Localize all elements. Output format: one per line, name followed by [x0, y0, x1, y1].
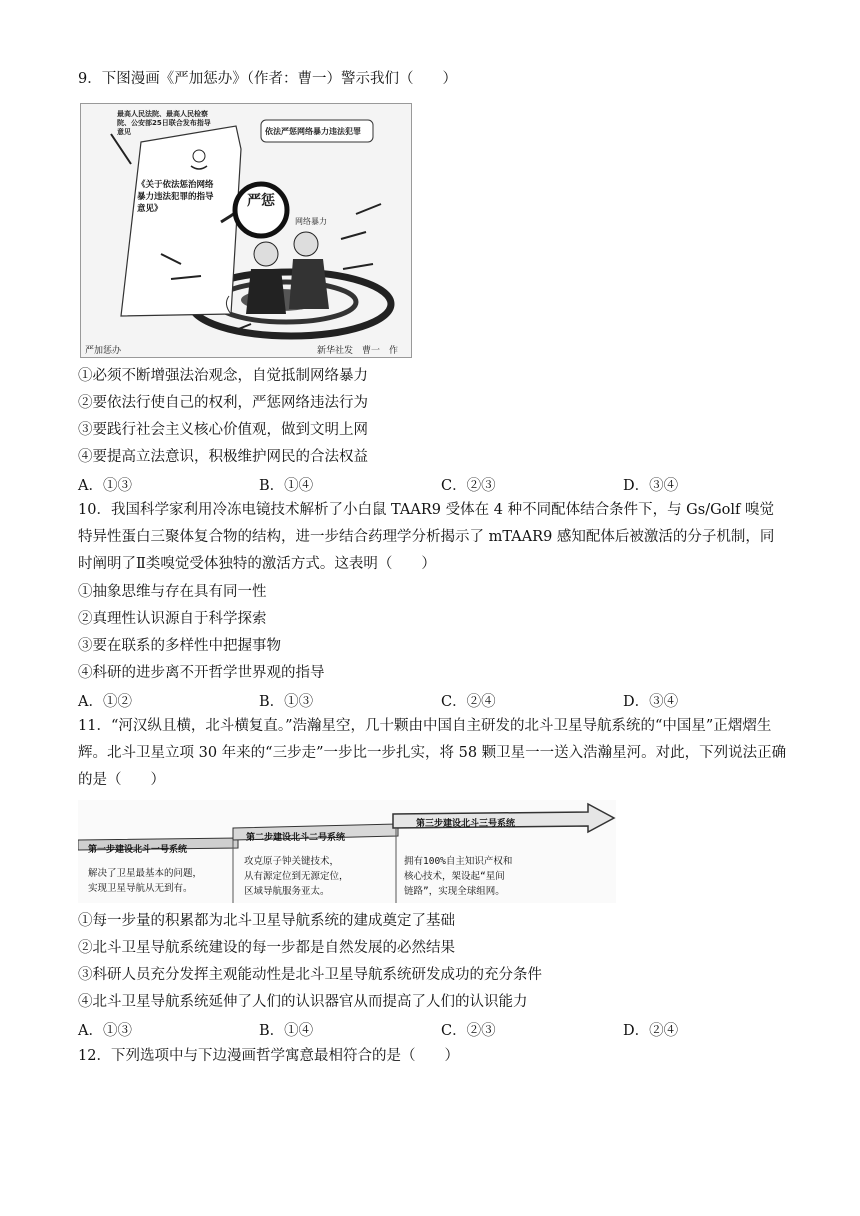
q10-statement: ②真理性认识源自于科学探索 — [78, 611, 267, 627]
q10-options — [78, 690, 768, 710]
q11-option-a[interactable]: A．①③ — [78, 1023, 132, 1039]
q10-statement: ①抽象思维与存在具有同一性 — [78, 584, 267, 600]
q11-option-d[interactable]: D．②④ — [623, 1023, 679, 1039]
q10-option-d[interactable]: D．③④ — [623, 694, 679, 710]
q9-option-c[interactable]: C．②③ — [441, 478, 496, 494]
q9-option-b[interactable]: B．①④ — [259, 478, 314, 494]
cartoon-figure — [80, 103, 412, 358]
q11-options — [78, 1019, 768, 1039]
q10-statement: ③要在联系的多样性中把握事物 — [78, 638, 281, 654]
roadmap-step3-text: 拥有100%自主知识产权和 核心技术，架设起“星间 链路”，实现全球组网。 — [404, 856, 513, 897]
q11-statement: ①每一步量的积累都为北斗卫星导航系统的建成奠定了基础 — [78, 913, 455, 929]
roadmap-step2-text: 攻克原子钟关键技术， 从有源定位到无源定位， 区域导航服务亚太。 — [244, 856, 349, 897]
q9-statement: ③要践行社会主义核心价值观，做到文明上网 — [78, 422, 368, 438]
q9-option-d[interactable]: D．③④ — [623, 478, 679, 494]
q9-statement: ④要提高立法意识，积极维护网民的合法权益 — [78, 449, 368, 465]
cartoon-drawing — [81, 104, 411, 357]
cartoon-speech-bubble: 依法严惩网络暴力违法犯罪 — [265, 127, 361, 136]
q10-option-c[interactable]: C．②④ — [441, 694, 496, 710]
q11-option-b[interactable]: B．①④ — [259, 1023, 314, 1039]
q10-statement: ④科研的进步离不开哲学世界观的指导 — [78, 665, 325, 681]
roadmap-step3-title: 第三步建设北斗三号系统 — [416, 819, 516, 829]
cartoon-stamp: 严惩 — [247, 193, 275, 209]
roadmap-step2-title: 第二步建设北斗二号系统 — [246, 833, 346, 843]
cartoon-violence-label: 网络暴力 — [295, 217, 327, 226]
q9-statement: ②要依法行使自己的权利，严惩网络违法行为 — [78, 395, 368, 411]
q9-option-a[interactable]: A．①③ — [78, 478, 132, 494]
cartoon-top-caption: 最高人民法院、最高人民检察院、公安部25日联合发布指导意见 — [117, 110, 211, 136]
q9-options — [78, 474, 768, 494]
q11-stem: 11．“河汉纵且横，北斗横复直。”浩瀚星空，几十颗由中国自主研发的北斗卫星导航系统的“中国星”正熠熠生辉。北斗卫星立项 30 年来的“三步走”一步比一步扎实，将 58 颗卫星一一送入浩瀚星河。对此，下列说法正确的是（ ） — [78, 718, 787, 788]
roadmap-step1-text: 解决了卫星最基本的问题， 实现卫星导航从无到有。 — [88, 868, 203, 894]
beidou-roadmap-figure — [78, 800, 616, 903]
q11-statement: ③科研人员充分发挥主观能动性是北斗卫星导航系统研发成功的充分条件 — [78, 967, 542, 983]
cartoon-caption-left: 严加惩办 — [85, 346, 122, 356]
q11-statement: ②北斗卫星导航系统建设的每一步都是自然发展的必然结果 — [78, 940, 455, 956]
q12-stem: 12．下列选项中与下边漫画哲学寓意最相符合的是（ ） — [78, 1048, 459, 1064]
q10-stem: 10．我国科学家利用冷冻电镜技术解析了小白鼠 TAAR9 受体在 4 种不同配体结合条件下，与 Gs/Golf 嗅觉特异性蛋白三聚体复合物的结构，进一步结合药理学分析揭示了 mTAAR9 感知配体后被激活的分子机制，同时阐明了Ⅱ类嗅觉受体独特的激活方式。这表明（ ） — [78, 502, 775, 572]
q9-stem: 9．下图漫画《严加惩办》（作者：曹一）警示我们（ ） — [78, 71, 457, 87]
cartoon-caption-right: 新华社发 曹一 作 — [317, 346, 399, 356]
cartoon-document-title: 《关于依法惩治网络暴力违法犯罪的指导意见》 — [137, 180, 214, 214]
roadmap-step1-title: 第一步建设北斗一号系统 — [88, 845, 188, 855]
q10-option-b[interactable]: B．①③ — [259, 694, 314, 710]
q9-statement: ①必须不断增强法治观念，自觉抵制网络暴力 — [78, 368, 368, 384]
q11-option-c[interactable]: C．②③ — [441, 1023, 496, 1039]
q11-statement: ④北斗卫星导航系统延伸了人们的认识器官从而提高了人们的认识能力 — [78, 994, 528, 1010]
q10-option-a[interactable]: A．①② — [78, 694, 132, 710]
